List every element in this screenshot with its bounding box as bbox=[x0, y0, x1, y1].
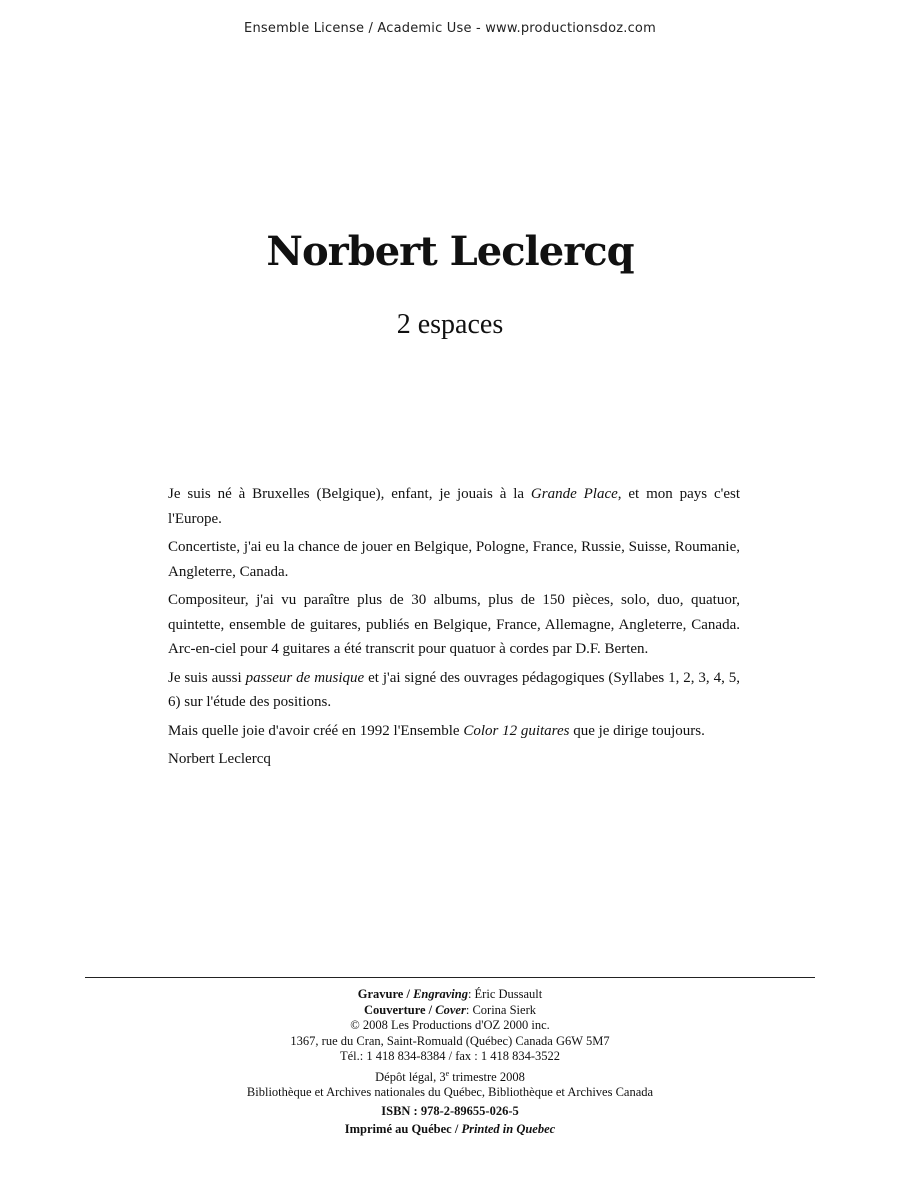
credit-value: : Corina Sierk bbox=[465, 1002, 536, 1017]
bio-text: Je suis aussi bbox=[168, 669, 246, 686]
credit-engraving bbox=[0, 987, 900, 1003]
composer-name: Norbert Leclercq bbox=[266, 228, 634, 275]
bio-emphasis: Grande Place bbox=[530, 486, 618, 502]
legal-deposit-superscript: e bbox=[445, 1068, 450, 1078]
library-archives: Bibliothèque et Archives nationales du Québec, Bibliothèque et Archives Canada bbox=[246, 1085, 654, 1099]
bio-paragraph-5 bbox=[168, 719, 740, 744]
printed-fr: Imprimé au Québec / bbox=[344, 1122, 462, 1136]
isbn-text: ISBN : 978-2-89655-026-5 bbox=[381, 1103, 519, 1118]
publisher-address: 1367, rue du Cran, Saint-Romuald (Québec) Canada G6W 5M7 bbox=[290, 1033, 610, 1048]
bio-paragraph-3: Compositeur, j'ai vu paraître plus de 30 albums, plus de 150 pièces, solo, duo, quatuor, quintette, ensemble de guitares, publiés en Belgique, France, Allemagne, Angleterre, Canada. Arc-en-ciel pour 4 guitares a été transcrit pour quatuor à cordes par D.F. Berten. bbox=[168, 592, 740, 657]
bio-emphasis: Color 12 guitares bbox=[463, 722, 570, 739]
credit-label: Couverture / bbox=[364, 1002, 436, 1017]
bio-text: et j'ai signé des ouvrages pédagogiques (Syllabes 1, 2, 3, 4, 5, 6) sur l'étude des positions. bbox=[168, 669, 740, 710]
legal-deposit-text: Dépôt légal, 3 bbox=[375, 1069, 446, 1084]
credit-label: Gravure / bbox=[357, 987, 414, 1001]
bio-text: que je dirige toujours. bbox=[569, 722, 705, 739]
credit-label-en: Cover bbox=[435, 1002, 466, 1017]
isbn bbox=[0, 1104, 900, 1120]
printed-in bbox=[0, 1122, 900, 1138]
credits-divider bbox=[85, 977, 815, 978]
legal-deposit-text: trimestre 2008 bbox=[449, 1069, 525, 1084]
bio-text: Je suis né à Bruxelles (Belgique), enfant, je jouais à la bbox=[168, 486, 531, 502]
biography bbox=[168, 482, 740, 776]
credit-value: : Éric Dussault bbox=[467, 987, 543, 1001]
bio-paragraph-2: Concertiste, j'ai eu la chance de jouer en Belgique, Pologne, France, Russie, Suisse, Roumanie, Angleterre, Canada. bbox=[168, 539, 740, 580]
bio-paragraph-1 bbox=[168, 482, 740, 531]
legal-deposit bbox=[0, 1070, 900, 1086]
credit-cover bbox=[0, 1003, 900, 1019]
work-title: 2 espaces bbox=[396, 309, 504, 340]
publisher-phone: Tél.: 1 418 834-8384 / fax : 1 418 834-3522 bbox=[339, 1049, 561, 1063]
printed-en: Printed in Quebec bbox=[461, 1122, 556, 1136]
bio-text: , et mon pays c'est l'Europe. bbox=[168, 486, 740, 527]
credits-block bbox=[0, 987, 900, 1138]
bio-paragraph-4 bbox=[168, 666, 740, 715]
bio-signature: Norbert Leclercq bbox=[168, 751, 271, 767]
bio-emphasis: passeur de musique bbox=[245, 669, 365, 686]
credit-label-en: Engraving bbox=[413, 987, 468, 1001]
license-header: Ensemble License / Academic Use - www.productionsdoz.com bbox=[244, 21, 656, 36]
copyright-line: © 2008 Les Productions d'OZ 2000 inc. bbox=[350, 1018, 550, 1032]
bio-text: Mais quelle joie d'avoir créé en 1992 l'Ensemble bbox=[168, 722, 464, 739]
